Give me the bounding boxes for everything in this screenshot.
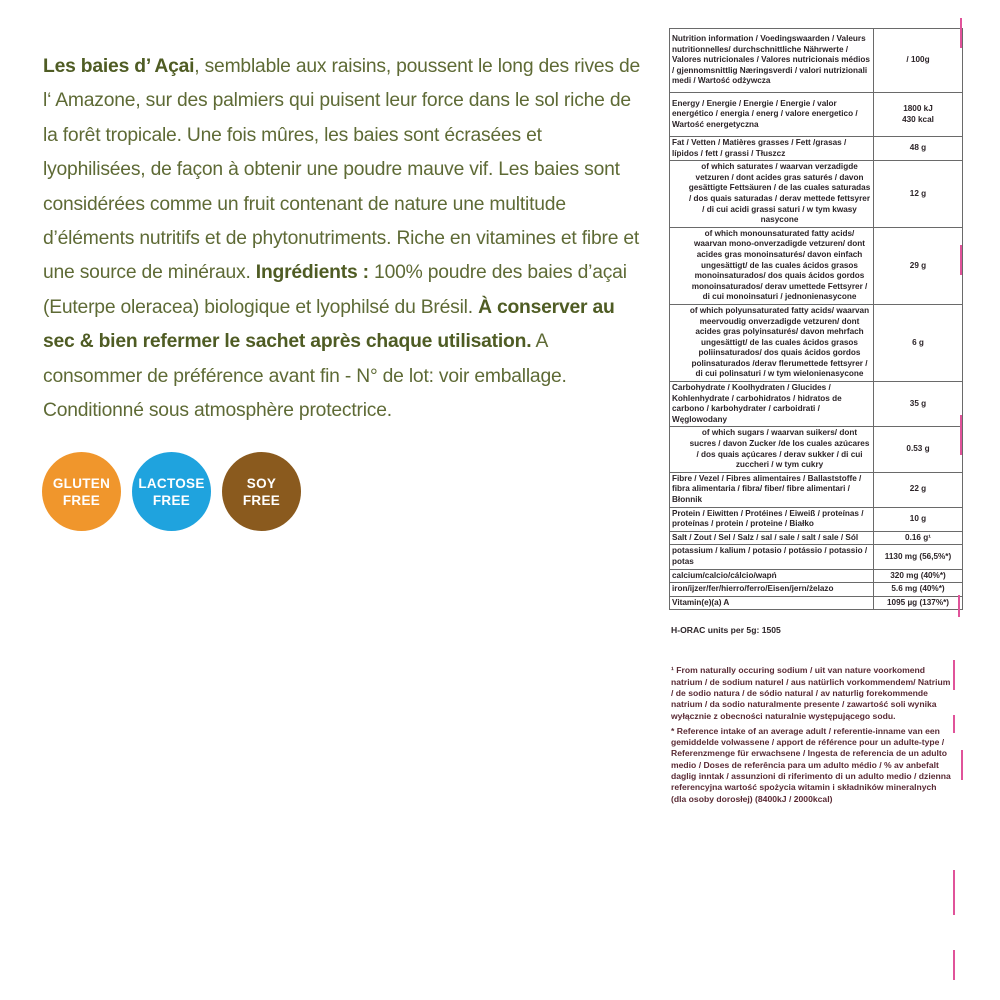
sugars-value: 0.53 g — [874, 427, 963, 472]
carbohydrate-value: 35 g — [874, 382, 963, 427]
table-row — [670, 472, 963, 507]
polyunsaturated-label: of which polyunsaturated fatty acids/ waarvan meervoudig onverzadigde vetzuren/ dont acides gras polyinsaturés/ davon mehrfach ungesättigt/ de las cuales ácidos grasos poliinsaturados/ dos quais ácidos gordos polinsaturados /derav flerumettede fettsyrer / di cui polinsaturi / w tym wielonienasycone — [670, 304, 874, 381]
badge-line2: FREE — [152, 492, 191, 508]
footnote-reference-intake: * Reference intake of an average adult / referentie-inname van een gemiddelde volwassene / apport de référence pour un adulte-type / Referenzmenge für erwachsene / Ingesta de referencia de un adulto medio / Doses de referência para um adulto médio / % av anbefalt daglig inntak / assunzioni di riferimento di un adulto medio / dzienna referencyjna wartość spożycia witamin i składników mineralnych (dla osoby dorosłej) (8400kJ / 2000kcal) — [671, 725, 951, 804]
table-row — [670, 382, 963, 427]
energy-label: Energy / Energie / Energie / Energie / valor energético / energia / energ / valore energetico / Wartość energetyczna — [670, 93, 874, 137]
energy-kj: 1800 kJ — [903, 103, 933, 113]
fibre-label: Fibre / Vezel / Fibres alimentaires / Ballaststoffe / fibra alimentaria / fibra/ fiber/ fibre alimentari / Błonnik — [670, 472, 874, 507]
vitamin-a-label: Vitamin(e)(a) A — [670, 596, 874, 610]
monounsaturated-value: 29 g — [874, 227, 963, 304]
calcium-value: 320 mg (40%*) — [874, 569, 963, 583]
table-row — [670, 427, 963, 472]
storage-instructions: À conserver au sec & bien refermer le sachet après chaque utilisation. — [43, 296, 615, 353]
salt-label: Salt / Zout / Sel / Salz / sal / sale / salt / sale / Sól — [670, 531, 874, 545]
registration-mark — [953, 660, 955, 690]
best-before-text: A consommer de préférence avant fin - N° de lot: voir emballage. Conditionné sous atmosphère protectrice. — [43, 331, 567, 422]
registration-mark — [953, 715, 955, 733]
registration-mark — [953, 950, 955, 980]
registration-mark — [960, 415, 962, 455]
fibre-value: 22 g — [874, 472, 963, 507]
table-row — [670, 93, 963, 137]
iron-label: iron/ijzer/fer/hierro/ferro/Eisen/jern/żelazo — [670, 583, 874, 597]
carbohydrate-label: Carbohydrate / Koolhydraten / Glucides / Kohlenhydrate / carbohidratos / hidratos de carbono / karbohydrater / carboidrati / Węglowodany — [670, 382, 874, 427]
energy-kcal: 430 kcal — [902, 114, 934, 124]
registration-mark — [958, 595, 960, 617]
saturates-value: 12 g — [874, 161, 963, 228]
table-row — [670, 304, 963, 381]
table-row — [670, 531, 963, 545]
calcium-label: calcium/calcio/cálcio/wapń — [670, 569, 874, 583]
registration-mark — [960, 18, 962, 48]
gluten-free-badge — [42, 452, 121, 531]
ingredients-label: Ingrédients : — [255, 262, 369, 284]
monounsaturated-label: of which monounsaturated fatty acids/ waarvan mono-onverzadigde vetzuren/ dont acides gras monoinsaturés/ davon einfach ungesättigt/ de las cuales ácidos grasos monoinsaturados/ dos quais ácidos gordos monoinsaturados/ derav umettede Fettsyrer / di cui monoinsaturi / jednonienasycone — [670, 227, 874, 304]
table-row — [670, 507, 963, 531]
iron-value: 5.6 mg (40%*) — [874, 583, 963, 597]
description-text: , semblable aux raisins, poussent le long des rives de l‘ Amazone, sur des palmiers qui puisent leur force dans le sol riche de la forêt tropicale. Une fois mûres, les baies sont écrasées et lyophilisées, de façon à obtenir une poudre mauve vif. Les baies sont considérées comme un fruit contenant de nature une multitude d’éléments nutritifs et de phytonutriments. Riche en vitamines et fibre et une source de minéraux. — [43, 56, 641, 284]
energy-value — [874, 93, 963, 137]
table-row — [670, 569, 963, 583]
badge-line2: FREE — [242, 492, 281, 508]
ingredients-text: 100% poudre des baies d’açai (Euterpe oleracea) biologique et lyophilsé du Brésil. — [43, 262, 627, 318]
table-row — [670, 596, 963, 610]
nutrition-table — [669, 28, 963, 610]
badge-line1: SOY — [246, 475, 277, 491]
table-row — [670, 583, 963, 597]
soy-free-badge — [222, 452, 301, 531]
badge-line1: LACTOSE — [138, 475, 205, 491]
table-row — [670, 227, 963, 304]
sugars-label: of which sugars / waarvan suikers/ dont sucres / davon Zucker /de los cuales azúcares / dos quais açúcares / derav sukker / di cui zuccheri / w tym cukry — [670, 427, 874, 472]
fat-label: Fat / Vetten / Matières grasses / Fett /grasas / lípidos / fett / grassi / Tłuszcz — [670, 137, 874, 161]
saturates-label: of which saturates / waarvan verzadigde vetzuren / dont acides gras saturés / davon gesättigte Fettsäuren / de las cuales saturadas / dos quais saturadas / derav mettede fettsyrer / di cui acidi grassi saturi / w tym kwasy nasycone — [670, 161, 874, 228]
product-name: Les baies d’ Açai — [43, 56, 195, 77]
allergen-badges — [42, 452, 301, 531]
table-row — [670, 545, 963, 569]
protein-value: 10 g — [874, 507, 963, 531]
nutrition-panel — [669, 28, 961, 809]
footnote-sodium: ¹ From naturally occuring sodium / uit van nature voorkomend natrium / de sodium naturel / aus natürlich vorkommendem/ Natrium / de sodio natura / de sódio natural / av naturlig forekommende natrium / da sodio naturalmente presente / zawartość soli wynika wyłącznie z obecności naturalnie występującego sodu. — [671, 665, 951, 721]
badge-line2: FREE — [62, 492, 101, 508]
table-row — [670, 29, 963, 93]
footnotes — [671, 665, 951, 805]
table-row — [670, 161, 963, 228]
vitamin-a-value: 1095 µg (137%*) — [874, 596, 963, 610]
protein-label: Protein / Eiwitten / Protéines / Eiweiß / proteínas / proteínas / protein / proteine / Białko — [670, 507, 874, 531]
potassium-label: potassium / kalium / potasio / potássio / potassio / potas — [670, 545, 874, 569]
header-label: Nutrition information / Voedingswaarden / Valeurs nutritionnelles/ durchschnittliche Nährwerte / Valores nutricionales / Valores nutricionais médios / gjennomsnittlig Næringsverdi / valori nutrizionali medi / Wartość odżywcza — [670, 29, 874, 93]
horac-units: H-ORAC units per 5g: 1505 — [671, 625, 781, 636]
lactose-free-badge — [132, 452, 211, 531]
badge-line1: GLUTEN — [52, 475, 111, 491]
potassium-value: 1130 mg (56,5%*) — [874, 545, 963, 569]
table-row — [670, 137, 963, 161]
salt-value: 0.16 g¹ — [874, 531, 963, 545]
registration-mark — [961, 750, 963, 780]
polyunsaturated-value: 6 g — [874, 304, 963, 381]
header-value: / 100g — [874, 29, 963, 93]
fat-value: 48 g — [874, 137, 963, 161]
registration-mark — [953, 870, 955, 915]
product-description — [43, 50, 643, 428]
registration-mark — [960, 245, 962, 275]
